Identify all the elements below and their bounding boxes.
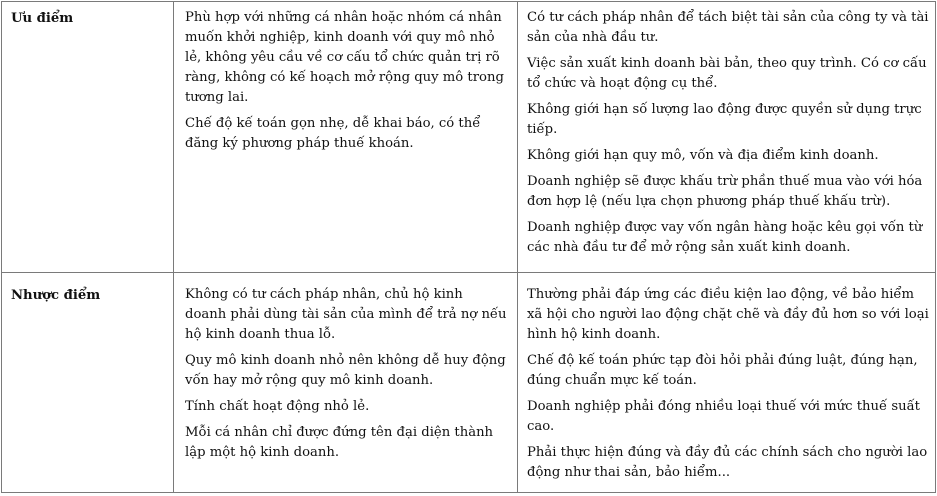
paragraph: Việc sản xuất kinh doanh bài bản, theo quy trình. Có cơ cấu tổ chức và hoạt động cụ thể. bbox=[527, 56, 927, 91]
household-advantages-cell bbox=[174, 2, 518, 273]
enterprise-advantages-cell bbox=[518, 2, 936, 273]
row-label-disadvantages: Nhược điểm bbox=[2, 272, 174, 492]
paragraph: Phải thực hiện đúng và đầy đủ các chính sách cho người lao động như thai sản, bảo hiểm... bbox=[527, 444, 928, 480]
paragraph: Doanh nghiệp sẽ được khấu trừ phần thuế mua vào với hóa đơn hợp lệ (nếu lựa chọn phương pháp thuế khấu trừ). bbox=[527, 174, 923, 209]
paragraph: Không có tư cách pháp nhân, chủ hộ kinh doanh phải dùng tài sản của mình để trả nợ nếu hộ kinh doanh thua lỗ. bbox=[185, 286, 507, 342]
enterprise-disadvantages-cell bbox=[518, 272, 936, 492]
paragraph: Thường phải đáp ứng các điều kiện lao động, về bảo hiểm xã hội cho người lao động chặt chẽ và đầy đủ hơn so với loại hình hộ kinh doanh. bbox=[527, 286, 929, 342]
paragraph: Chế độ kế toán gọn nhẹ, dễ khai báo, có thể đăng ký phương pháp thuế khoán. bbox=[185, 116, 481, 151]
paragraph: Chế độ kế toán phức tạp đòi hỏi phải đúng luật, đúng hạn, đúng chuẩn mực kế toán. bbox=[527, 352, 918, 388]
paragraph: Mỗi cá nhân chỉ được đứng tên đại diện thành lập một hộ kinh doanh. bbox=[185, 424, 494, 460]
row-label-advantages: Ưu điểm bbox=[2, 2, 174, 273]
paragraph: Tính chất hoạt động nhỏ lẻ. bbox=[185, 398, 370, 414]
paragraph: Doanh nghiệp phải đóng nhiều loại thuế với mức thuế suất cao. bbox=[527, 398, 920, 434]
household-disadvantages-cell bbox=[174, 272, 518, 492]
comparison-table bbox=[1, 1, 936, 493]
paragraph: Quy mô kinh doanh nhỏ nên không dễ huy động vốn hay mở rộng quy mô kinh doanh. bbox=[185, 352, 506, 388]
paragraph: Doanh nghiệp được vay vốn ngân hàng hoặc kêu gọi vốn từ các nhà đầu tư để mở rộng sản xuất kinh doanh. bbox=[527, 220, 923, 255]
paragraph: Không giới hạn quy mô, vốn và địa điểm kinh doanh. bbox=[527, 148, 879, 163]
paragraph: Có tư cách pháp nhân để tách biệt tài sản của công ty và tài sản của nhà đầu tư. bbox=[527, 10, 929, 45]
table-row-advantages bbox=[2, 2, 936, 273]
paragraph: Phù hợp với những cá nhân hoặc nhóm cá nhân muốn khởi nghiệp, kinh doanh với quy mô nhỏ lẻ, không yêu cầu về cơ cấu tổ chức quản trị rõ ràng, không có kế hoạch mở rộng quy mô trong tương lai. bbox=[185, 10, 504, 105]
table-row-disadvantages bbox=[2, 272, 936, 492]
paragraph: Không giới hạn số lượng lao động được quyền sử dụng trực tiếp. bbox=[527, 102, 922, 137]
